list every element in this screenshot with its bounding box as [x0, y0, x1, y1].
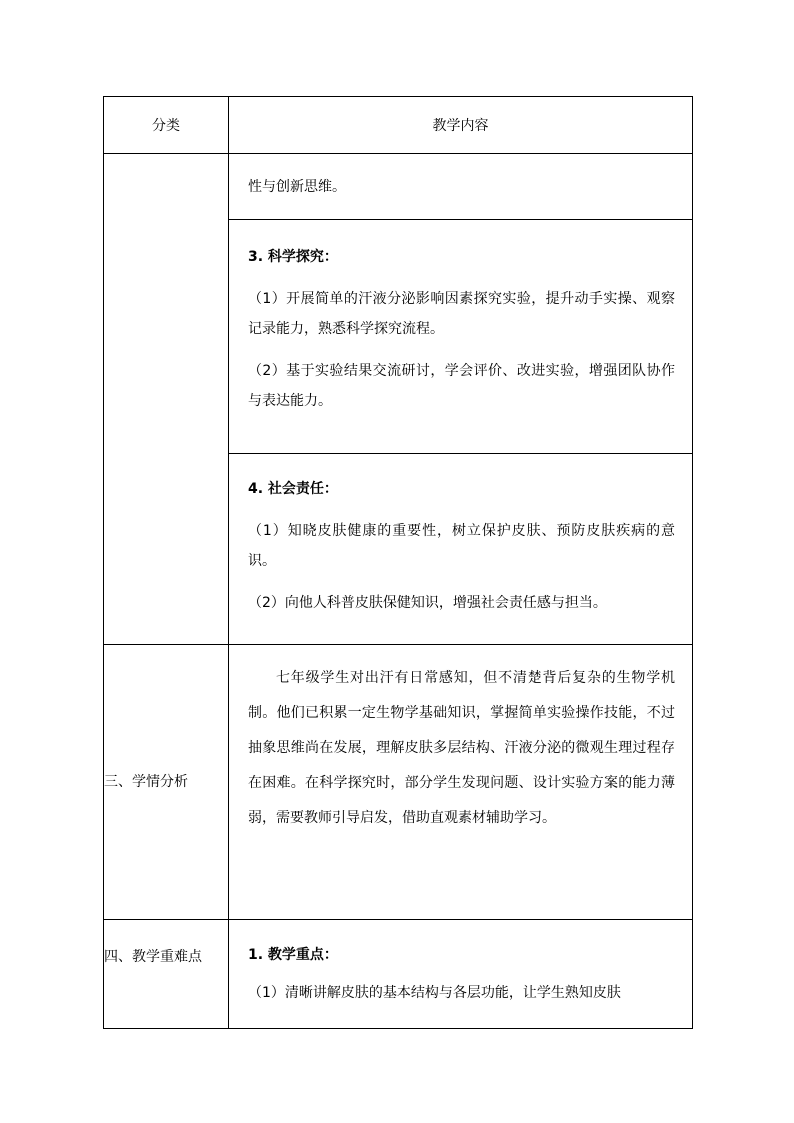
table-row-objectives-continued [104, 154, 693, 220]
table-row-student-analysis [104, 645, 693, 920]
category-cell-key-points: 四、教学重难点 [104, 920, 229, 1029]
content-paragraph: （2）基于实验结果交流研讨，学会评价、改进实验，增强团队协作与表达能力。 [248, 363, 675, 409]
content-paragraph: （2）向他人科普皮肤保健知识，增强社会责任感与担当。 [248, 595, 607, 611]
table-header-row [104, 97, 693, 154]
table-row-key-points [104, 920, 693, 1029]
section-heading: 4. 社会责任： [248, 481, 338, 497]
content-paragraph: （1）清晰讲解皮肤的基本结构与各层功能，让学生熟知皮肤 [248, 985, 621, 1001]
category-cell-empty [104, 154, 229, 645]
content-cell-student-analysis [229, 645, 693, 920]
lesson-plan-table [103, 96, 693, 1029]
content-paragraph: （1）知晓皮肤健康的重要性，树立保护皮肤、预防皮肤疾病的意识。 [248, 523, 675, 569]
section-heading: 1. 教学重点： [248, 947, 338, 963]
header-category: 分类 [104, 97, 229, 154]
content-cell-continuation [229, 154, 693, 220]
content-cell-social-responsibility [229, 454, 693, 645]
content-paragraph: 性与创新思维。 [248, 179, 346, 195]
content-cell-science-inquiry [229, 220, 693, 454]
header-content: 教学内容 [229, 97, 693, 154]
section-heading: 3. 科学探究： [248, 249, 338, 265]
category-cell-student-analysis: 三、学情分析 [104, 645, 229, 920]
content-paragraph: 七年级学生对出汗有日常感知，但不清楚背后复杂的生物学机制。他们已积累一定生物学基础知识，掌握简单实验操作技能，不过抽象思维尚在发展，理解皮肤多层结构、汗液分泌的微观生理过程存在困难。在科学探究时，部分学生发现问题、设计实验方案的能力薄弱，需要教师引导启发，借助直观素材辅助学习。 [248, 670, 675, 826]
content-cell-key-points [229, 920, 693, 1029]
content-paragraph: （1）开展简单的汗液分泌影响因素探究实验，提升动手实操、观察记录能力，熟悉科学探究流程。 [248, 291, 675, 337]
